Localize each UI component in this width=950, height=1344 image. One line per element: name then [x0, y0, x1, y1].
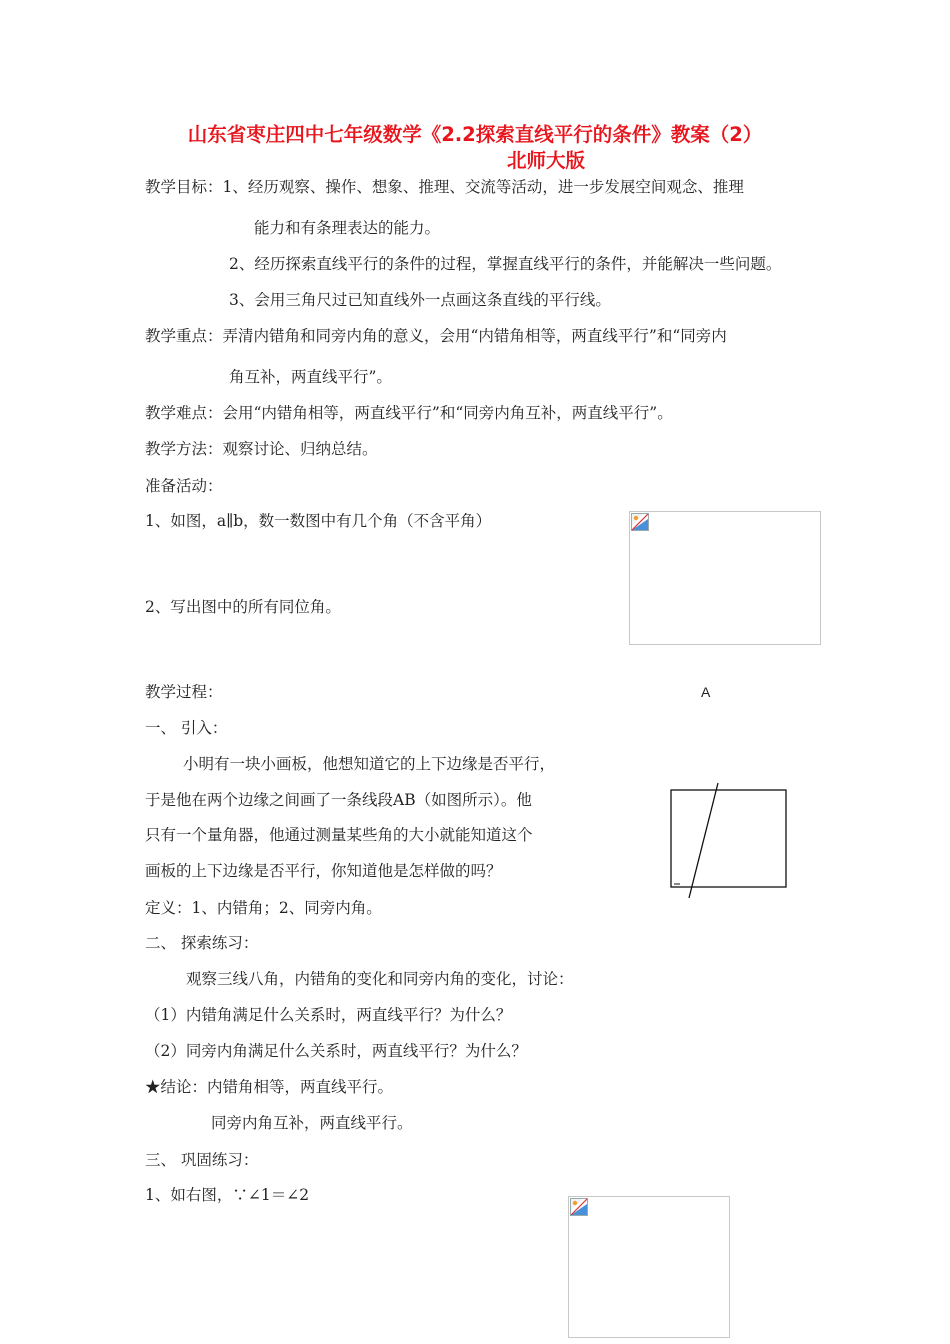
goals-line-1-cont: 能力和有条理表达的能力。	[254, 219, 441, 237]
board-rectangle	[671, 790, 786, 887]
difficulty-line: 教学难点：会用“内错角相等，两直线平行”和“同旁内角互补，两直线平行”。	[145, 404, 673, 422]
key-points-line-1: 教学重点：弄清内错角和同旁内角的意义，会用“内错角相等，两直线平行”和“同旁内	[145, 327, 727, 345]
explore-question-2: （2）同旁内角满足什么关系时，两直线平行？为什么？	[145, 1042, 527, 1060]
intro-line-3: 只有一个量角器，他通过测量某些角的大小就能知道这个	[145, 826, 533, 844]
key-points-line-2: 角互补，两直线平行”。	[229, 368, 392, 386]
goals-line-1: 教学目标：1、经历观察、操作、想象、推理、交流等活动，进一步发展空间观念、推理	[145, 178, 744, 196]
practice-question-1: 1、如右图，∵∠1＝∠2	[145, 1186, 310, 1204]
method-line: 教学方法：观察讨论、归纳总结。	[145, 440, 378, 458]
definition-line: 定义：1、内错角；2、同旁内角。	[145, 899, 382, 917]
intro-line-4: 画板的上下边缘是否平行，你知道他是怎样做的吗？	[145, 862, 502, 880]
prep-heading: 准备活动：	[145, 477, 223, 495]
page-title: 山东省枣庄四中七年级数学《2.2探索直线平行的条件》教案（2）	[187, 123, 763, 146]
intro-line-1: 小明有一块小画板，他想知道它的上下边缘是否平行，	[183, 755, 556, 773]
intro-line-2: 于是他在两个边缘之间画了一条线段AB（如图所示）。他	[145, 791, 532, 809]
broken-image-icon	[631, 513, 649, 531]
figure-label-a: A	[701, 684, 711, 700]
broken-image-icon	[570, 1198, 588, 1216]
explore-heading: 二、 探索练习：	[145, 934, 259, 952]
page-subtitle: 北师大版	[506, 149, 585, 172]
practice-heading: 三、 巩固练习：	[145, 1151, 259, 1169]
segment-ab	[689, 783, 718, 898]
explore-question-1: （1）内错角满足什么关系时，两直线平行？为什么？	[145, 1006, 512, 1024]
intro-heading: 一、 引入：	[145, 719, 228, 737]
goals-line-2: 2、经历探索直线平行的条件的过程，掌握直线平行的条件，并能解决一些问题。	[229, 255, 782, 273]
prep-question-2: 2、写出图中的所有同位角。	[145, 598, 341, 616]
prep-question-1: 1、如图，a∥b，数一数图中有几个角（不含平角）	[145, 512, 492, 530]
figure-placeholder-2	[568, 1196, 730, 1338]
conclusion-line-2: 同旁内角互补，两直线平行。	[211, 1114, 413, 1132]
process-heading: 教学过程：	[145, 683, 223, 701]
explore-intro: 观察三线八角，内错角的变化和同旁内角的变化，讨论：	[186, 970, 574, 988]
goals-line-3: 3、会用三角尺过已知直线外一点画这条直线的平行线。	[229, 291, 611, 309]
drawing-board-figure	[660, 780, 800, 905]
figure-placeholder-1	[629, 511, 821, 645]
conclusion-line-1: ★结论：内错角相等，两直线平行。	[145, 1078, 394, 1096]
